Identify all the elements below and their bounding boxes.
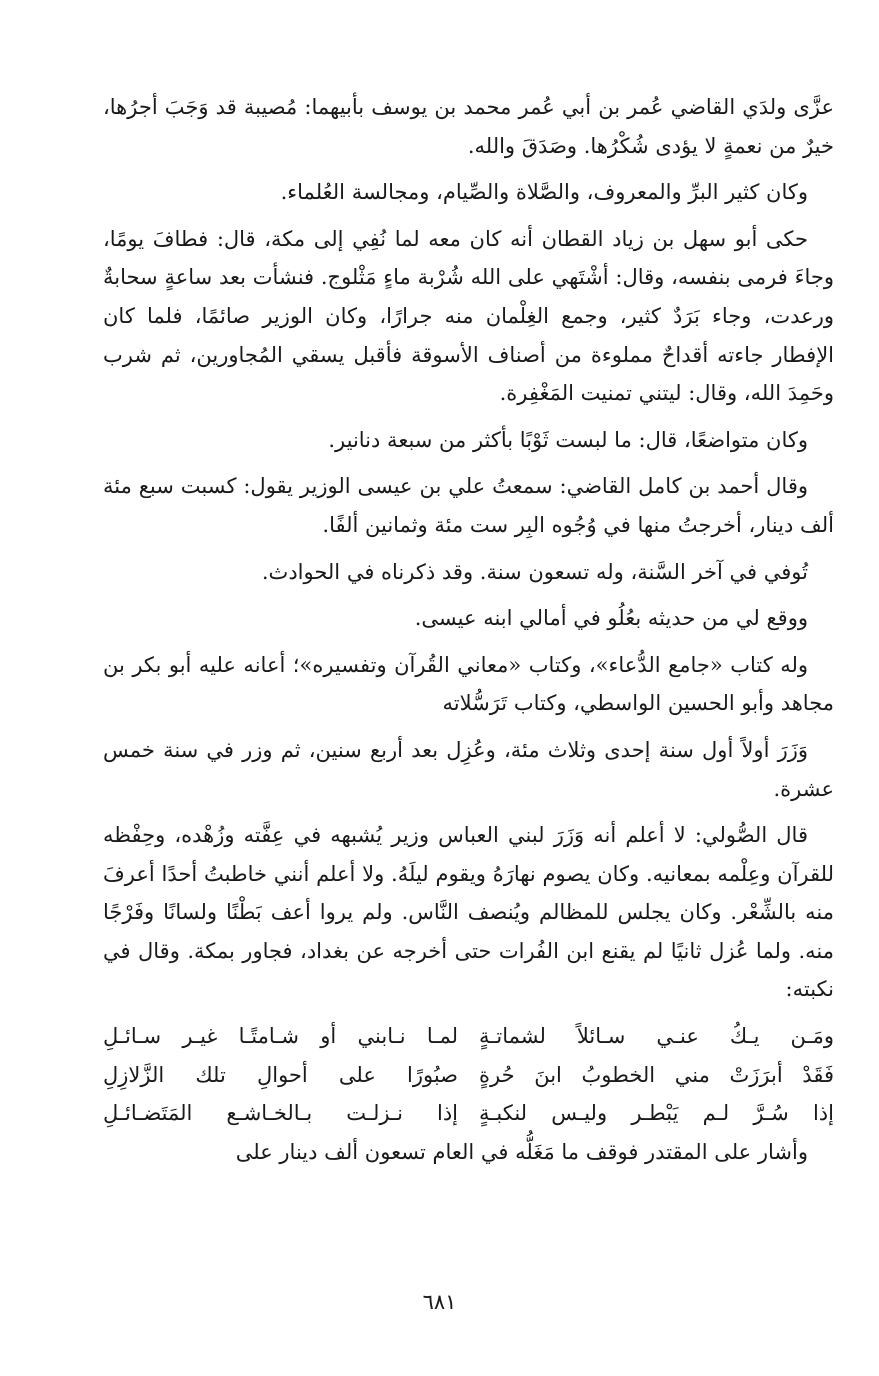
verse-first-hemistich: ومَـن يـكُ عنـي سـائلاً لشماتـةٍ — [479, 1024, 834, 1049]
poem — [103, 1017, 834, 1133]
paragraph-6: تُوفي في آخر السَّنة، وله تسعون سنة. وقد ذكرناه في الحوادث. — [261, 559, 808, 584]
verse-second-hemistich: صبُورًا على أحوالِ تلك الزَّلازِلِ — [103, 1062, 458, 1087]
paragraph-9: وَزَرَ أولاً أول سنة إحدى وثلاث مئة، وعُزِل بعد أربع سنين، ثم وزر في سنة خمس عشرة. — [103, 737, 834, 801]
verse-second-hemistich: إذا نـزلـت بـالخـاشـع المَتَضـائـلِ — [103, 1101, 458, 1126]
paragraph-4: وكان متواضعًا، قال: ما لبست ثَوْبًا بأكثر من سبعة دنانير. — [328, 427, 808, 452]
paragraph-5: وقال أحمد بن كامل القاضي: سمعتُ علي بن عيسى الوزير يقول: كسبت سبع مئة ألف دينار، أخرجتُ منها في وُجُوه البِر ست مئة وثمانين ألفًا. — [103, 474, 834, 537]
poem-verse — [103, 1017, 834, 1056]
verse-second-hemistich: لمـا نـابني أو شـامتًـا غيـر سـائـلِ — [103, 1024, 458, 1049]
verse-first-hemistich: فَقَدْ أبرَزَتْ مني الخطوبُ ابنَ حُرةٍ — [479, 1062, 834, 1087]
paragraph-7: ووقع لي من حديثه بعُلُو في أمالي ابنه عيسى. — [414, 606, 808, 631]
paragraph-2: وكان كثير البرِّ والمعروف، والصَّلاة والصِّيام، ومجالسة العُلماء. — [280, 180, 808, 205]
poem-verse — [103, 1094, 834, 1133]
paragraph-10: قال الصُّولي: لا أعلم أنه وَزَرَ لبني العباس وزير يُشبهه في عِفَّته وزُهْده، وحِفْظه للقرآن وعِلْمه بمعانيه. وكان يصوم نهارَهُ ويقوم ليلَهُ. ولا أعلم أنني خاطبتُ أحدًا أعرفَ منه بالشِّعْر. وكان يجلس للمظالم ويُنصف النَّاس. ولم يروا أعف بَطْنًا ولسانًا وفَرْجًا منه. ولما عُزل ثانيًا لم يقنع ابن الفُرات حتى أخرجه عن بغداد، فجاور بمكة. وقال في نكبته: — [103, 823, 834, 1002]
poem-verse — [103, 1056, 834, 1095]
paragraph-3: حكى أبو سهل بن زياد القطان أنه كان معه لما نُفِي إلى مكة، قال: فطافَ يومًا، وجاءَ فرمى بنفسه، وقال: أشْتَهي على الله شُرْبة ماءٍ مَثْلوج. فنشأت بعد ساعةٍ سحابةٌ ورعدت، وجاء بَرَدٌ كثير، وجمع الغِلْمان منه جرارًا، وكان الوزير صائمًا، فلما كان الإفطار جاءته أقداحٌ مملوءة من أصناف الأسوقة فأقبل يسقي المُجاورين، ثم شرب وحَمِدَ الله، وقال: ليتني تمنيت المَغْفِرة. — [103, 226, 834, 406]
paragraph-1: عزَّى ولدَي القاضي عُمر بن أبي عُمر محمد بن يوسف بأبيهما: مُصيبة قد وَجَبَ أجرُها، خيرٌ من نعمةٍ لا يؤدى شُكْرُها. وصَدَقَ والله. — [103, 95, 834, 158]
page-number: ٦٨١ — [422, 1290, 457, 1314]
page-body — [103, 88, 834, 1179]
paragraph-8: وله كتاب «جامع الدُّعاء»، وكتاب «معاني القُرآن وتفسيره»؛ أعانه عليه أبو بكر بن مجاهد وأبو الحسين الواسطي، وكتاب تَرَسُّلاته — [103, 652, 834, 716]
verse-first-hemistich: إذا سُـرَّ لـم يَبْطـر وليـس لنكبـةٍ — [479, 1101, 834, 1126]
closing-paragraph: وأشار على المقتدر فوقف ما مَغَلُّه في العام تسعون ألف دينار على — [235, 1139, 808, 1164]
